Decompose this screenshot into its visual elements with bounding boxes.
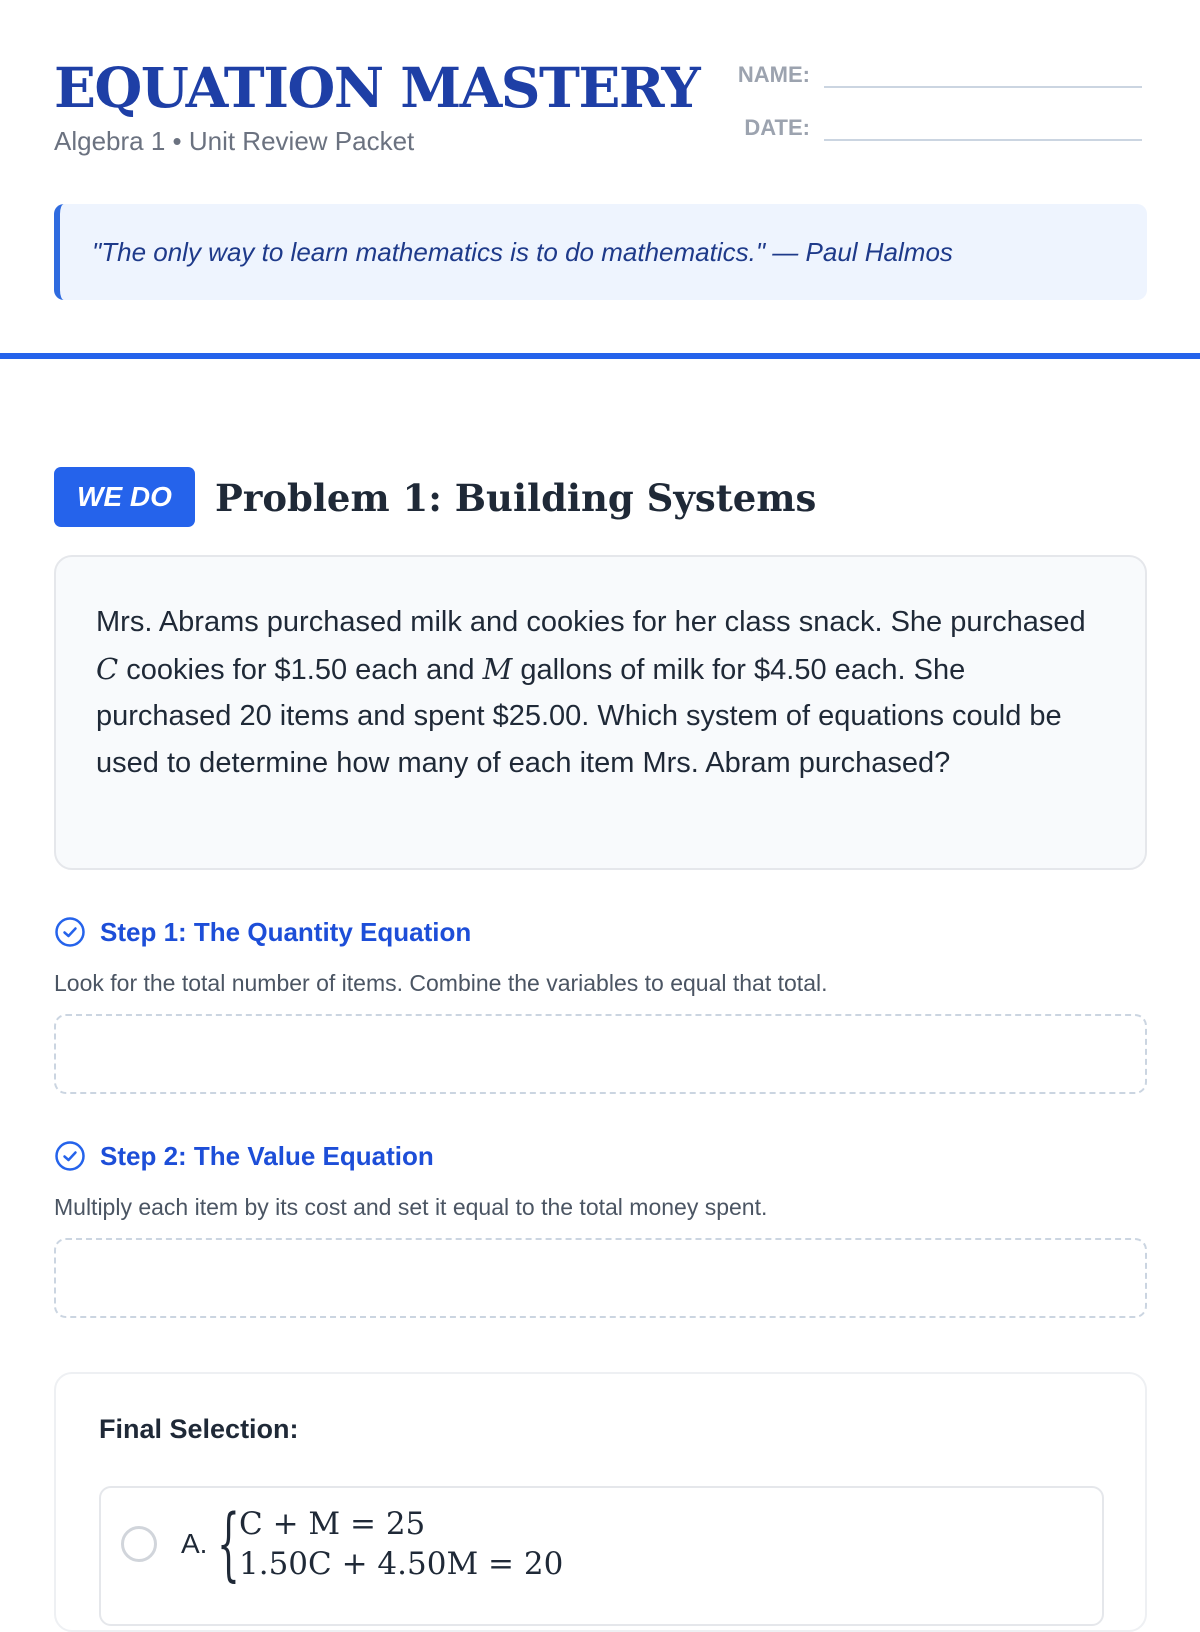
name-label: NAME:	[737, 62, 810, 87]
answer-option-a[interactable]	[99, 1486, 1104, 1626]
option-equation-1: C + M = 25	[239, 1506, 426, 1542]
page-subtitle: Algebra 1 • Unit Review Packet	[54, 126, 415, 156]
final-selection-label: Final Selection:	[99, 1414, 299, 1444]
quote-callout	[54, 204, 1147, 300]
check-circle-icon	[54, 916, 86, 948]
page-title: EQUATION MASTERY	[54, 55, 700, 120]
name-field[interactable]	[824, 66, 1142, 88]
step-2-description: Multiply each item by its cost and set it equal to the total money spent.	[54, 1194, 768, 1220]
problem-statement	[54, 555, 1147, 870]
page-header	[54, 52, 699, 157]
radio-button[interactable]	[121, 1526, 157, 1562]
step-1-answer-box[interactable]	[54, 1014, 1147, 1094]
variable-c: C	[96, 651, 119, 686]
step-2-title: Step 2: The Value Equation	[100, 1140, 434, 1171]
date-field[interactable]	[824, 119, 1142, 141]
step-2-header	[54, 1140, 434, 1172]
section-divider	[0, 353, 1200, 359]
problem-text-part: gallons of milk for $4.50 each. She purchased 20 items and spent $25.00. Which system of equations could be used to determine how many of each item Mrs. Abram purchased?	[96, 653, 1062, 780]
problem-text-part: cookies for $1.50 each and	[118, 653, 483, 686]
problem-text-part: Mrs. Abrams purchased milk and cookies for her class snack. She purchased	[96, 606, 1086, 638]
we-do-badge: WE DO	[54, 467, 195, 527]
variable-m: M	[482, 651, 513, 686]
final-selection-card	[54, 1372, 1147, 1632]
date-label: DATE:	[744, 115, 810, 140]
brace-icon: {	[217, 1497, 240, 1590]
problem-title: Problem 1: Building Systems	[215, 476, 817, 520]
step-1-title: Step 1: The Quantity Equation	[100, 916, 472, 947]
step-2-answer-box[interactable]	[54, 1238, 1147, 1318]
step-1-header	[54, 916, 471, 948]
quote-text: "The only way to learn mathematics is to do mathematics." — Paul Halmos	[92, 236, 953, 267]
option-letter: A.	[181, 1528, 208, 1559]
option-equation-2: 1.50C + 4.50M = 20	[239, 1546, 564, 1582]
date-field-row	[720, 115, 1142, 141]
check-circle-icon	[54, 1140, 86, 1172]
name-field-row	[720, 62, 1142, 88]
step-1-description: Look for the total number of items. Combine the variables to equal that total.	[54, 970, 828, 996]
